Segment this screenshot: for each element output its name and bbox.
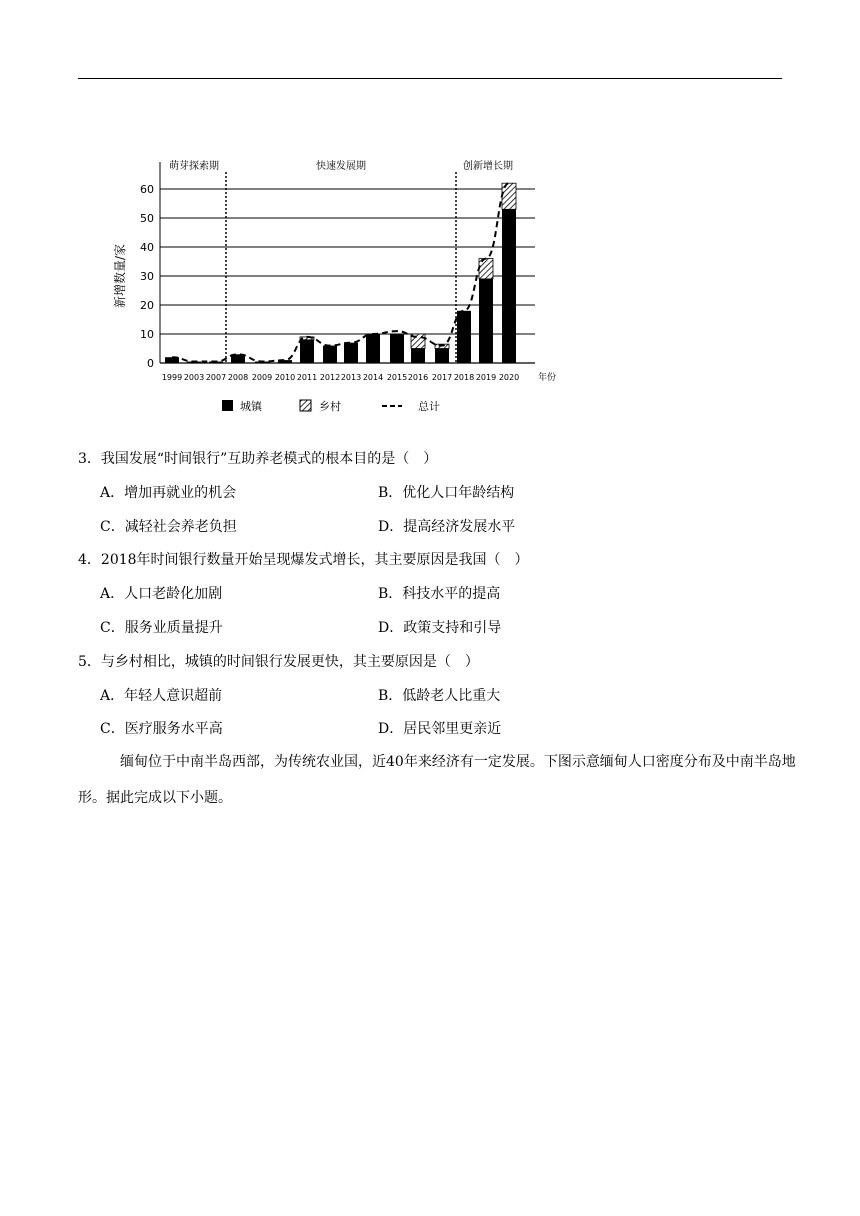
bar-urban: [502, 209, 516, 363]
bar-urban: [344, 343, 358, 363]
x-tick-label: 2012: [319, 373, 341, 382]
x-tick-label: 2009: [251, 373, 273, 382]
q4-option-a[interactable]: A．人口老龄化加剧: [100, 586, 223, 602]
question-3: 3．我国发展“时间银行”互助养老模式的根本目的是（ ）: [78, 451, 438, 467]
legend-label-urban: 城镇: [240, 400, 262, 413]
y-tick-label: 40: [140, 241, 154, 254]
header-rule: [78, 78, 782, 79]
legend-label-total: 总计: [418, 400, 440, 413]
q4-option-b[interactable]: B．科技水平的提高: [378, 586, 501, 602]
y-tick-label: 50: [140, 212, 154, 225]
q5-option-c[interactable]: C．医疗服务水平高: [100, 721, 223, 737]
q5-option-a[interactable]: A．年轻人意识超前: [100, 688, 223, 704]
q4-option-d[interactable]: D．政策支持和引导: [378, 620, 502, 636]
x-tick-label: 2015: [386, 373, 408, 382]
y-tick-label: 60: [140, 183, 154, 196]
bar-urban: [323, 346, 337, 363]
q3-option-a[interactable]: A．增加再就业的机会: [100, 485, 237, 501]
q5-option-d[interactable]: D．居民邻里更亲近: [378, 721, 502, 737]
y-tick-label: 30: [140, 270, 154, 283]
bar-urban: [366, 334, 380, 363]
y-axis-label: 新增数量/家: [113, 243, 127, 309]
legend-swatch-urban: [222, 400, 233, 411]
q3-option-d[interactable]: D．提高经济发展水平: [378, 519, 516, 535]
x-tick-label: 1999: [161, 373, 183, 382]
legend-swatch-rural: [300, 400, 311, 411]
bar-urban: [390, 334, 404, 363]
y-tick-label: 10: [140, 328, 154, 341]
y-tick-label: 0: [147, 357, 154, 370]
period-label: 快速发展期: [316, 161, 366, 172]
bar-urban: [435, 349, 449, 364]
x-tick-label: 2003: [183, 373, 205, 382]
q3-option-c[interactable]: C．减轻社会养老负担: [100, 519, 237, 535]
x-tick-label: 2013: [340, 373, 362, 382]
time-bank-chart: [110, 150, 560, 420]
x-tick-label: 2018: [453, 373, 475, 382]
period-label: 创新增长期: [463, 161, 513, 172]
period-label: 萌芽探索期: [169, 161, 219, 172]
q4-option-c[interactable]: C．服务业质量提升: [100, 620, 223, 636]
x-tick-label: 2007: [205, 373, 227, 382]
legend-label-rural: 乡村: [319, 400, 341, 413]
x-tick-label: 2019: [475, 373, 497, 382]
bar-urban: [457, 311, 471, 363]
x-tick-label: 2010: [274, 373, 296, 382]
question-4: 4．2018年时间银行数量开始呈现爆发式增长，其主要原因是我国（ ）: [78, 552, 529, 568]
q3-option-b[interactable]: B．优化人口年龄结构: [378, 485, 515, 501]
question-5: 5．与乡村相比，城镇的时间银行发展更快，其主要原因是（ ）: [78, 654, 479, 670]
bar-urban: [479, 279, 493, 363]
x-tick-label: 2017: [431, 373, 453, 382]
passage: 缅甸位于中南半岛西部，为传统农业国，近40年来经济有一定发展。下图示意缅甸人口密度分布及中南半岛地形。据此完成以下小题。: [78, 754, 796, 806]
bar-urban: [411, 349, 425, 364]
bar-urban: [300, 340, 314, 363]
x-axis-label: 年份: [538, 373, 557, 383]
x-tick-label: 2020: [498, 373, 520, 382]
bar-rural: [479, 259, 493, 279]
x-tick-label: 2011: [296, 373, 318, 382]
x-tick-label: 2016: [407, 373, 429, 382]
q5-option-b[interactable]: B．低龄老人比重大: [378, 688, 501, 704]
y-tick-label: 20: [140, 299, 154, 312]
x-tick-label: 2014: [362, 373, 384, 382]
x-tick-label: 2008: [227, 373, 249, 382]
